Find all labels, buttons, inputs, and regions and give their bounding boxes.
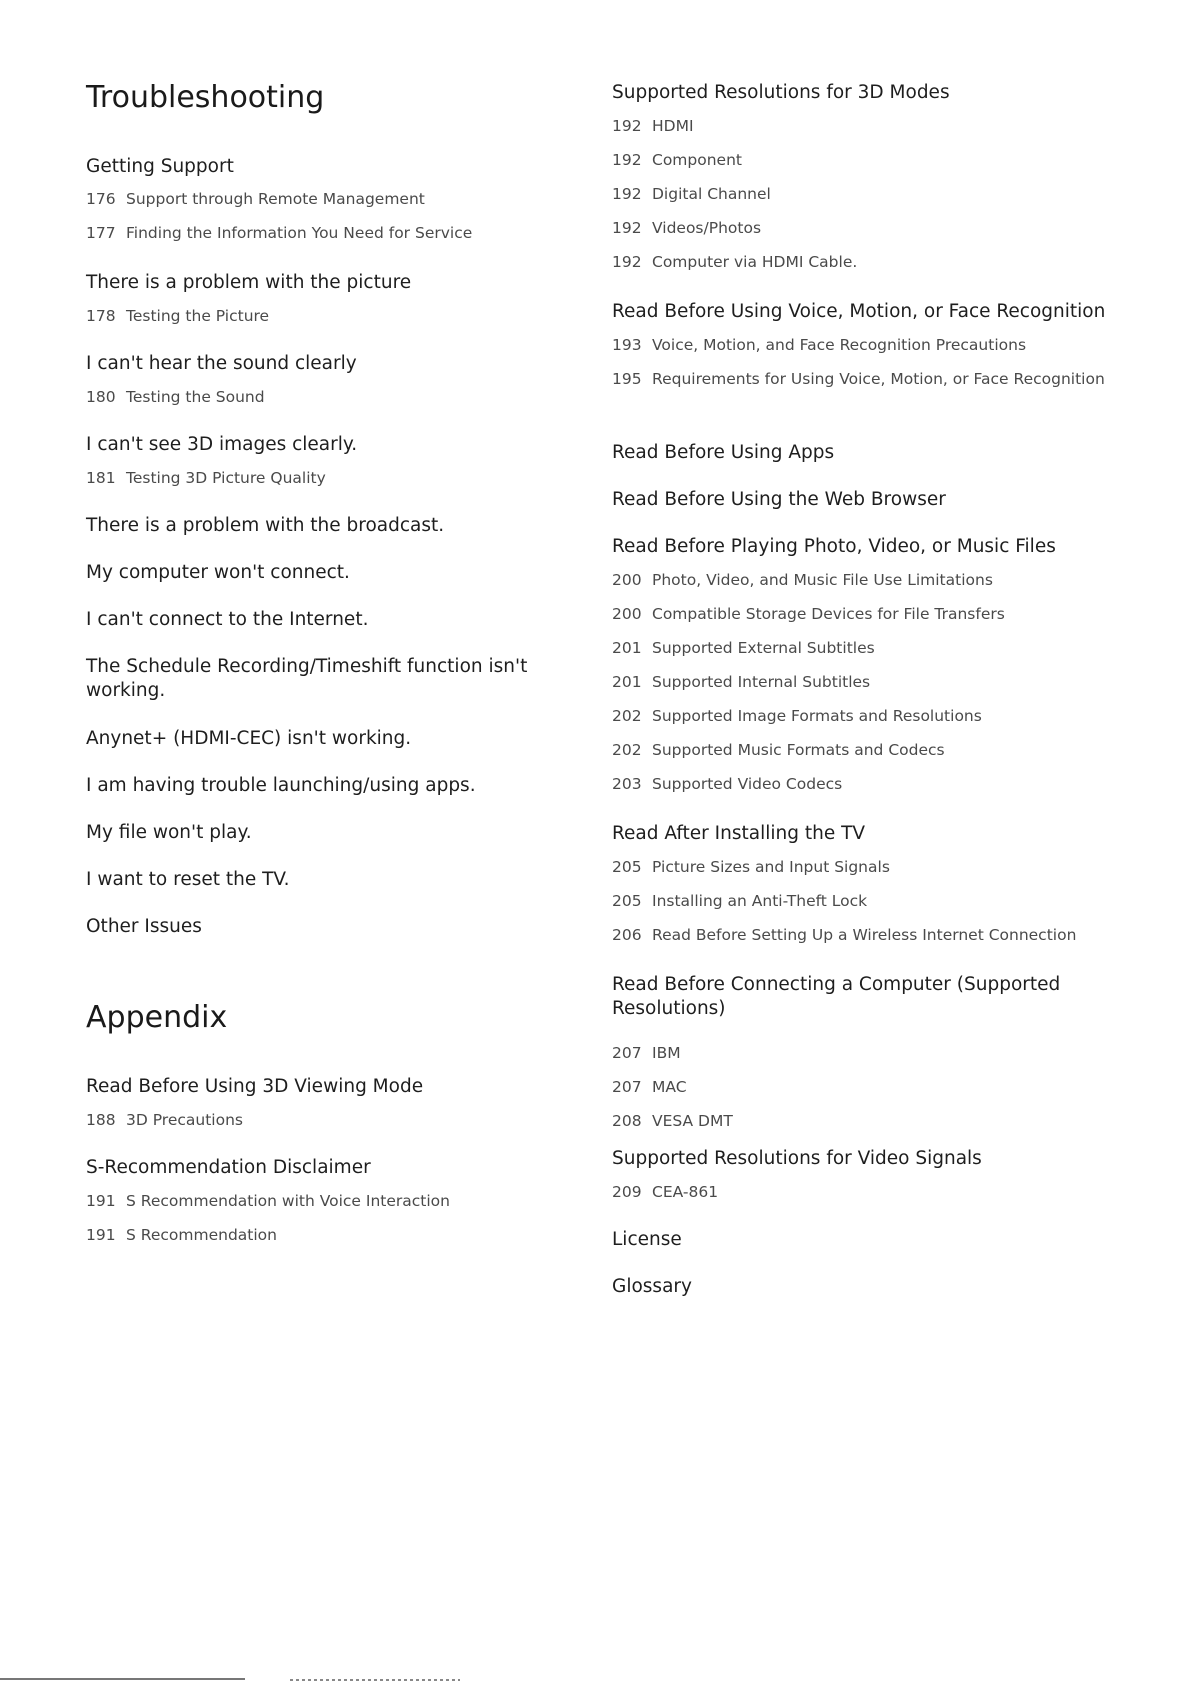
toc-entry <box>612 922 1112 948</box>
toc-entry <box>612 601 1112 627</box>
troubleshooting-section-title: I want to reset the TV. <box>86 869 290 890</box>
chapter-heading-troubleshooting: Troubleshooting <box>86 80 325 115</box>
troubleshooting-section-title: Getting Support <box>86 156 234 177</box>
page-number: 209 <box>612 1183 642 1201</box>
page-number: 191 <box>86 1226 116 1244</box>
page-number: 203 <box>612 775 642 793</box>
appendix-section-title: Read Before Using Apps <box>612 442 835 463</box>
appendix-section-title: Read After Installing the TV <box>612 823 866 844</box>
troubleshooting-section-title: Other Issues <box>86 916 202 937</box>
toc-entry <box>612 147 1112 173</box>
entry-title: Supported Internal Subtitles <box>652 673 871 691</box>
toc-entry <box>612 1179 1112 1205</box>
entry-title: IBM <box>652 1044 681 1062</box>
page-number: 188 <box>86 1111 116 1129</box>
appendix-section-title: Read Before Using Voice, Motion, or Face Recognition <box>612 301 1106 322</box>
entry-title: Requirements for Using Voice, Motion, or Face Recognition <box>652 370 1105 388</box>
toc-entry <box>612 669 1112 695</box>
entry-title: Supported Music Formats and Codecs <box>652 741 945 759</box>
troubleshooting-section-title: I can't see 3D images clearly. <box>86 434 358 455</box>
appendix-section-title: Read Before Using the Web Browser <box>612 489 946 510</box>
toc-entry <box>86 1188 556 1214</box>
troubleshooting-section-title: There is a problem with the picture <box>86 272 412 293</box>
toc-entry <box>612 215 1112 241</box>
page-number: 193 <box>612 336 642 354</box>
toc-entry <box>86 303 556 329</box>
toc-entry <box>612 703 1112 729</box>
toc-entry <box>612 332 1112 358</box>
entry-title: Installing an Anti-Theft Lock <box>652 892 868 910</box>
entry-title: MAC <box>652 1078 687 1096</box>
toc-entry <box>612 567 1112 593</box>
toc-entry <box>86 1222 556 1248</box>
appendix-section-title: Glossary <box>612 1276 692 1297</box>
toc-entry <box>86 1107 556 1133</box>
page-number: 192 <box>612 117 642 135</box>
page-footer-marks <box>290 1679 460 1681</box>
toc-entry <box>612 366 1112 392</box>
troubleshooting-section-title: Anynet+ (HDMI-CEC) isn't working. <box>86 728 412 749</box>
entry-title: Support through Remote Management <box>126 190 425 208</box>
page-number: 201 <box>612 673 642 691</box>
appendix-section-title: Read Before Playing Photo, Video, or Music Files <box>612 536 1056 557</box>
troubleshooting-section-title: My file won't play. <box>86 822 252 843</box>
toc-entry <box>612 181 1112 207</box>
page-number: 192 <box>612 185 642 203</box>
toc-entry <box>86 186 556 212</box>
entry-title: Supported External Subtitles <box>652 639 875 657</box>
appendix-section-title: Read Before Using 3D Viewing Mode <box>86 1076 424 1097</box>
troubleshooting-section-title: There is a problem with the broadcast. <box>86 515 445 536</box>
page-number: 191 <box>86 1192 116 1210</box>
entry-title: Videos/Photos <box>652 219 762 237</box>
page-number: 192 <box>612 151 642 169</box>
toc-entry <box>612 888 1112 914</box>
entry-title: Supported Video Codecs <box>652 775 843 793</box>
toc-entry <box>612 635 1112 661</box>
page-number: 176 <box>86 190 116 208</box>
page-number: 205 <box>612 892 642 910</box>
page-number: 181 <box>86 469 116 487</box>
entry-title: S Recommendation <box>126 1226 277 1244</box>
page-number: 207 <box>612 1078 642 1096</box>
entry-title: Testing the Sound <box>126 388 265 406</box>
appendix-section-title: License <box>612 1229 682 1250</box>
troubleshooting-section-title: I can't connect to the Internet. <box>86 609 369 630</box>
toc-entry <box>86 220 556 246</box>
toc-entry <box>612 737 1112 763</box>
page-number: 178 <box>86 307 116 325</box>
appendix-section-title: Supported Resolutions for Video Signals <box>612 1148 982 1169</box>
troubleshooting-section-title: I am having trouble launching/using apps. <box>86 775 476 796</box>
page-number: 200 <box>612 571 642 589</box>
page-number: 207 <box>612 1044 642 1062</box>
chapter-heading-appendix: Appendix <box>86 1000 228 1035</box>
entry-title: Supported Image Formats and Resolutions <box>652 707 982 725</box>
page-footer-rule <box>0 1678 245 1680</box>
toc-entry <box>612 1040 1112 1066</box>
page-number: 177 <box>86 224 116 242</box>
page-number: 180 <box>86 388 116 406</box>
troubleshooting-section-title: I can't hear the sound clearly <box>86 353 357 374</box>
toc-entry <box>612 1074 1112 1100</box>
toc-entry <box>612 249 1112 275</box>
appendix-section-title: S-Recommendation Disclaimer <box>86 1157 371 1178</box>
page-number: 200 <box>612 605 642 623</box>
page-number: 195 <box>612 370 642 388</box>
entry-title: Testing the Picture <box>126 307 270 325</box>
page-number: 202 <box>612 707 642 725</box>
entry-title: Read Before Setting Up a Wireless Internet Connection <box>652 926 1077 944</box>
troubleshooting-section-title: My computer won't connect. <box>86 562 350 583</box>
toc-entry <box>612 771 1112 797</box>
toc-entry <box>86 465 556 491</box>
page-number: 202 <box>612 741 642 759</box>
entry-title: Picture Sizes and Input Signals <box>652 858 890 876</box>
entry-title: Digital Channel <box>652 185 771 203</box>
entry-title: Finding the Information You Need for Service <box>126 224 473 242</box>
entry-title: S Recommendation with Voice Interaction <box>126 1192 450 1210</box>
toc-entry <box>612 854 1112 880</box>
entry-title: CEA-861 <box>652 1183 719 1201</box>
entry-title: HDMI <box>652 117 694 135</box>
entry-title: Computer via HDMI Cable. <box>652 253 858 271</box>
entry-title: Photo, Video, and Music File Use Limitations <box>652 571 993 589</box>
page-number: 192 <box>612 219 642 237</box>
entry-title: 3D Precautions <box>126 1111 243 1129</box>
page-number: 208 <box>612 1112 642 1130</box>
page-number: 206 <box>612 926 642 944</box>
entry-title: VESA DMT <box>652 1112 733 1130</box>
entry-title: Component <box>652 151 742 169</box>
page-number: 192 <box>612 253 642 271</box>
page-number: 201 <box>612 639 642 657</box>
appendix-section-title: Supported Resolutions for 3D Modes <box>612 82 950 103</box>
entry-title: Voice, Motion, and Face Recognition Precautions <box>652 336 1027 354</box>
toc-entry <box>86 384 556 410</box>
toc-entry <box>612 113 1112 139</box>
page-number: 205 <box>612 858 642 876</box>
entry-title: Testing 3D Picture Quality <box>126 469 326 487</box>
troubleshooting-section-title: The Schedule Recording/Timeshift function isn't working. <box>86 656 528 701</box>
entry-title: Compatible Storage Devices for File Transfers <box>652 605 1005 623</box>
toc-entry <box>612 1108 1112 1134</box>
appendix-section-title: Read Before Connecting a Computer (Supported Resolutions) <box>612 974 1061 1019</box>
